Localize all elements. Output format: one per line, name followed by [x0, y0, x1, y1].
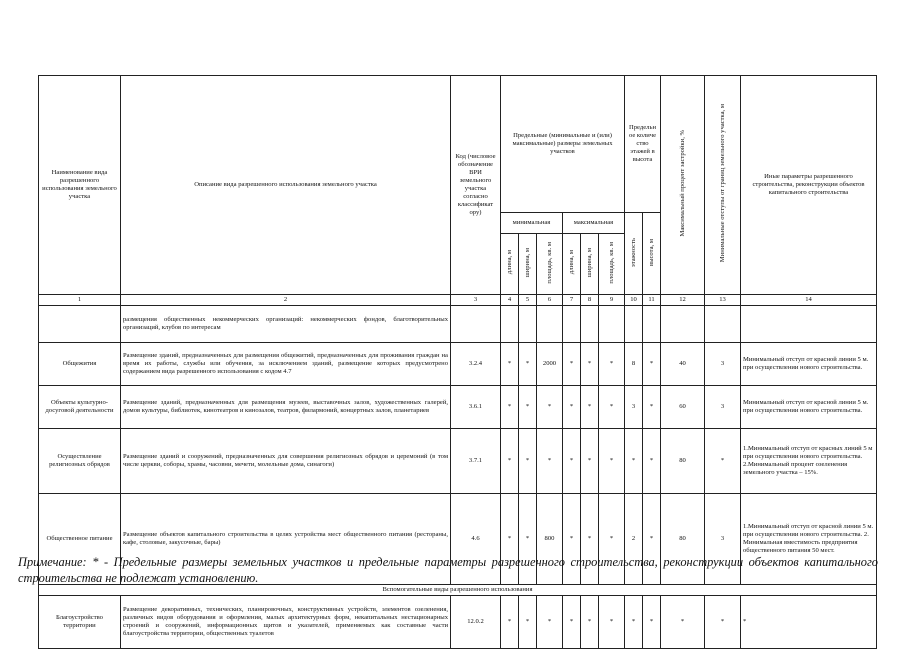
- header-coverage: Максимальный процент застройки, %: [661, 76, 705, 295]
- column-number: 14: [741, 295, 877, 306]
- param-value: *: [643, 385, 661, 428]
- param-value: *: [643, 342, 661, 385]
- param-value: [643, 305, 661, 342]
- column-number: 7: [563, 295, 581, 306]
- param-value: *: [519, 428, 537, 493]
- use-description: Размещение зданий, предназначенных для размещения общежитий, предназначенных для проживания граждан на время их работы, службы или обучения, за исключением зданий, размещение которых предусмотрено содержанием вида разрешенного использования с кодом 4.7: [121, 342, 451, 385]
- other-params: *: [741, 595, 877, 648]
- param-value: *: [519, 342, 537, 385]
- use-description: Размещение зданий, предназначенных для размещения музеев, выставочных залов, художественных галерей, домов культуры, библиотек, кинотеатров и кинозалов, театров, филармоний, концертных залов, планетариев: [121, 385, 451, 428]
- other-params: 1.Минимальный отступ от красной линии 5 м. при осуществлении нового строительства. 2. Минимальная вместимость предприятия общественного питания 50 мест.: [741, 493, 877, 584]
- column-number: 9: [599, 295, 625, 306]
- param-value: *: [581, 595, 599, 648]
- param-value: *: [563, 428, 581, 493]
- param-value: *: [581, 342, 599, 385]
- param-value: *: [643, 428, 661, 493]
- header-code: Код (числовое обозначение ВРИ земельного участка согласно классификат ору): [451, 76, 501, 295]
- header-max-area: площадь, кв. м: [599, 234, 625, 295]
- column-number: 5: [519, 295, 537, 306]
- param-value: *: [519, 493, 537, 584]
- param-value: *: [563, 342, 581, 385]
- column-number: 10: [625, 295, 643, 306]
- param-value: 3: [705, 342, 741, 385]
- param-value: [625, 305, 643, 342]
- param-value: *: [537, 385, 563, 428]
- param-value: *: [537, 428, 563, 493]
- param-value: 60: [661, 385, 705, 428]
- param-value: 80: [661, 493, 705, 584]
- header-height: высота, м: [643, 213, 661, 295]
- param-value: *: [563, 595, 581, 648]
- header-description: Описание вида разрешенного использования земельного участка: [121, 76, 451, 295]
- header-name: Наименование вида разрешенного использования земельного участка: [39, 76, 121, 295]
- param-value: 2000: [537, 342, 563, 385]
- column-number: 6: [537, 295, 563, 306]
- table-row: [39, 428, 877, 493]
- param-value: 8: [625, 342, 643, 385]
- param-value: [519, 305, 537, 342]
- use-name: Осуществление религиозных обрядов: [39, 428, 121, 493]
- use-description: Размещение зданий и сооружений, предназначенных для совершения религиозных обрядов и церемоний (в том числе церкви, соборы, храмы, часовни, мечети, молельные дома, синагоги): [121, 428, 451, 493]
- use-name: Благоустройство территории: [39, 595, 121, 648]
- param-value: [661, 305, 705, 342]
- param-value: *: [599, 595, 625, 648]
- param-value: *: [563, 493, 581, 584]
- header-floors-count: этажность: [625, 213, 643, 295]
- param-value: *: [501, 595, 519, 648]
- param-value: *: [537, 595, 563, 648]
- param-value: [537, 305, 563, 342]
- header-floors: Предельн ое количе ство этажей в высота: [625, 76, 661, 213]
- use-description: Размещение объектов капитального строительства в целях устройства мест общественного питания (рестораны, кафе, столовые, закусочные, бары): [121, 493, 451, 584]
- column-number: 4: [501, 295, 519, 306]
- param-value: [581, 305, 599, 342]
- param-value: *: [661, 595, 705, 648]
- use-name: Общежития: [39, 342, 121, 385]
- header-max: максимальная: [563, 213, 625, 234]
- param-value: 80: [661, 428, 705, 493]
- param-value: [599, 305, 625, 342]
- other-params: 1.Минимальный отступ от красных линий 5 м при осуществлении нового строительства. 2.Минимальный процент озеленения земельного участка – 15%.: [741, 428, 877, 493]
- param-value: 40: [661, 342, 705, 385]
- param-value: [563, 305, 581, 342]
- param-value: 3: [625, 385, 643, 428]
- column-number: 1: [39, 295, 121, 306]
- footnote: Примечание: * - Предельные размеры земельных участков и предельные параметры разрешенного строительства, реконструкции объектов капитального строительства не подлежат установлению.: [18, 555, 878, 585]
- column-number: 12: [661, 295, 705, 306]
- param-value: *: [599, 342, 625, 385]
- table-row: [39, 595, 877, 648]
- param-value: *: [625, 428, 643, 493]
- param-value: 3: [705, 493, 741, 584]
- section-row: [39, 584, 877, 595]
- other-params: Минимальный отступ от красной линии 5 м. при осуществлении нового строительства.: [741, 385, 877, 428]
- header-min-width: ширина, м: [519, 234, 537, 295]
- param-value: *: [501, 493, 519, 584]
- use-code: 3.7.1: [451, 428, 501, 493]
- column-number: 3: [451, 295, 501, 306]
- param-value: *: [581, 493, 599, 584]
- header-other: Иные параметры разрешенного строительства, реконструкции объектов капитального строительства: [741, 76, 877, 295]
- param-value: *: [581, 428, 599, 493]
- header-min-length: длина, м: [501, 234, 519, 295]
- param-value: 2: [625, 493, 643, 584]
- param-value: *: [625, 595, 643, 648]
- header-max-width: ширина, м: [581, 234, 599, 295]
- column-number: 11: [643, 295, 661, 306]
- use-code: 12.0.2: [451, 595, 501, 648]
- use-name: Общественное питание: [39, 493, 121, 584]
- column-number: 13: [705, 295, 741, 306]
- use-code: [451, 305, 501, 342]
- param-value: *: [519, 385, 537, 428]
- param-value: [501, 305, 519, 342]
- param-value: 3: [705, 385, 741, 428]
- param-value: *: [501, 342, 519, 385]
- param-value: *: [705, 428, 741, 493]
- section-title: Вспомогательные виды разрешенного использования: [39, 584, 877, 595]
- other-params: [741, 305, 877, 342]
- param-value: *: [599, 428, 625, 493]
- other-params: Минимальный отступ от красной линии 5 м. при осуществлении нового строительства.: [741, 342, 877, 385]
- param-value: *: [599, 493, 625, 584]
- header-min-area: площадь, кв. м: [537, 234, 563, 295]
- header-setback: Минимальные отступы от границ земельного участка, м: [705, 76, 741, 295]
- param-value: *: [643, 493, 661, 584]
- header-min: минимальная: [501, 213, 563, 234]
- column-number: 2: [121, 295, 451, 306]
- table-row: [39, 305, 877, 342]
- use-code: 3.2.4: [451, 342, 501, 385]
- param-value: *: [519, 595, 537, 648]
- use-description: Размещение декоративных, технических, планировочных, конструктивных устройств, элементов озеленения, различных видов оборудования и оформления, малых архитектурных форм, некапитальных нестационарных строений и сооружений, информационных щитов и указателей, применяемых как составные части благоустройства территории, общественных туалетов: [121, 595, 451, 648]
- param-value: *: [705, 595, 741, 648]
- header-max-length: длина, м: [563, 234, 581, 295]
- table-row: [39, 342, 877, 385]
- use-name: [39, 305, 121, 342]
- param-value: *: [599, 385, 625, 428]
- param-value: *: [581, 385, 599, 428]
- param-value: *: [501, 385, 519, 428]
- table-row: [39, 385, 877, 428]
- column-number-row: [39, 295, 877, 306]
- param-value: *: [563, 385, 581, 428]
- param-value: *: [501, 428, 519, 493]
- use-code: 3.6.1: [451, 385, 501, 428]
- use-description: размещения общественных некоммерческих организаций: некоммерческих фондов, благотворительных организаций, клубов по интересам: [121, 305, 451, 342]
- header-limits: Предельные (минимальные и (или) максимальные) размеры земельных участков: [501, 76, 625, 213]
- use-code: 4.6: [451, 493, 501, 584]
- param-value: *: [643, 595, 661, 648]
- param-value: [705, 305, 741, 342]
- use-name: Объекты культурно-досуговой деятельности: [39, 385, 121, 428]
- param-value: 800: [537, 493, 563, 584]
- column-number: 8: [581, 295, 599, 306]
